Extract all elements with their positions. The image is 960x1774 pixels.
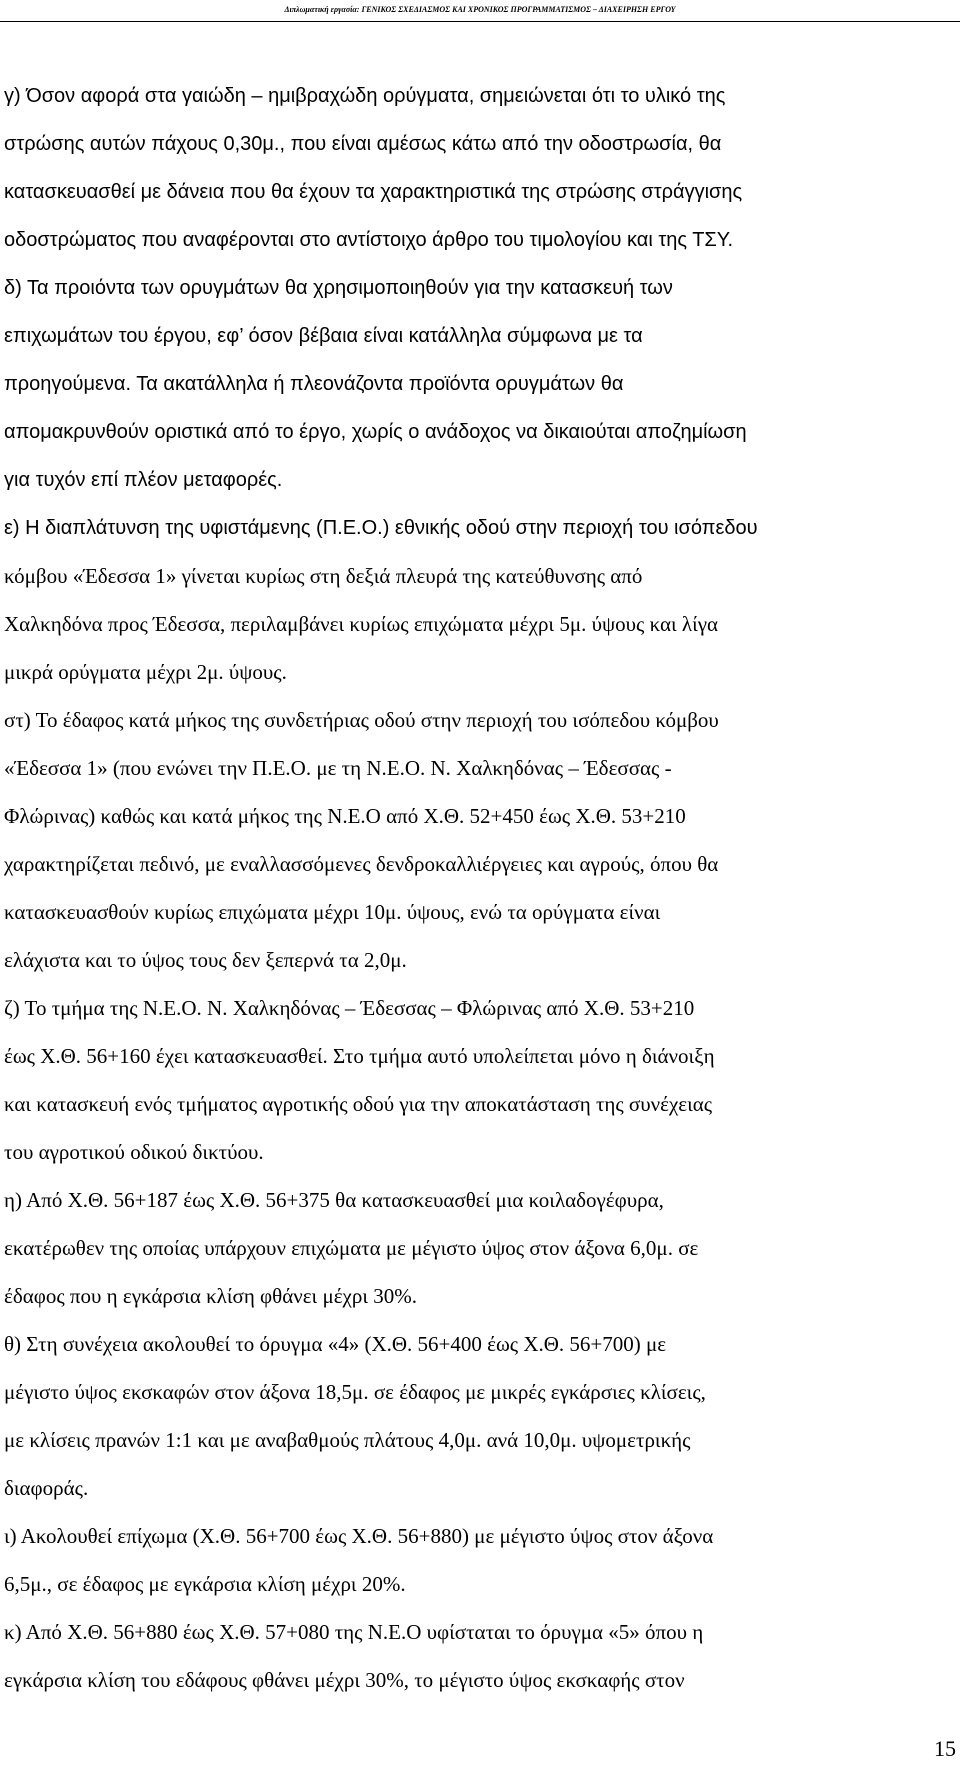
running-header: Διπλωματική εργασία: ΓΕΝΙΚΟΣ ΣΧΕΔΙΑΣΜΟΣ ΚΑΙ ΧΡΟΝΙΚΟΣ ΠΡΟΓΡΑΜΜΑΤΙΣΜΟΣ – ΔΙΑΧΕΙΡΗΣΗ ΕΡΓΟΥ [284, 5, 676, 14]
text-line: θ) Στη συνέχεια ακολουθεί το όρυγμα «4» (Χ.Θ. 56+400 έως Χ.Θ. 56+700) με [4, 1332, 667, 1356]
text-line: απομακρυνθούν οριστικά από το έργο, χωρίς ο ανάδοχος να δικαιούται αποζημίωση [4, 421, 747, 443]
text-line: και κατασκευή ενός τμήματος αγροτικής οδού για την αποκατάσταση της συνέχειας [4, 1092, 713, 1116]
text-line: έως Χ.Θ. 56+160 έχει κατασκευασθεί. Στο τμήμα αυτό υπολείπεται μόνο η διάνοιξη [4, 1044, 715, 1068]
text-line: κατασκευασθούν κυρίως επιχώματα μέχρι 10μ. ύψους, ενώ τα ορύγματα είναι [4, 900, 661, 924]
text-line: χαρακτηρίζεται πεδινό, με εναλλασσόμενες δενδροκαλλιέργειες και αγρούς, όπου θα [4, 852, 719, 876]
text-line: έδαφος που η εγκάρσια κλίση φθάνει μέχρι 30%. [4, 1284, 417, 1308]
text-line: κόμβου «Έδεσσα 1» γίνεται κυρίως στη δεξιά πλευρά της κατεύθυνσης από [4, 564, 643, 588]
text-line: Φλώρινας) καθώς και κατά μήκος της Ν.Ε.Ο από Χ.Θ. 52+450 έως Χ.Θ. 53+210 [4, 804, 686, 828]
text-line: Χαλκηδόνα προς Έδεσσα, περιλαμβάνει κυρίως επιχώματα μέχρι 5μ. ύψους και λίγα [4, 612, 718, 636]
text-line: για τυχόν επί πλέον μεταφορές. [4, 469, 283, 491]
page-number: 15 [934, 1736, 956, 1761]
text-line: εγκάρσια κλίση του εδάφους φθάνει μέχρι 30%, το μέγιστο ύψος εκσκαφής στον [4, 1668, 685, 1692]
text-line: στρώσης αυτών πάχους 0,30μ., που είναι αμέσως κάτω από την οδοστρωσία, θα [4, 133, 722, 155]
text-line: ε) Η διαπλάτυνση της υφιστάμενης (Π.Ε.Ο.) εθνικής οδού στην περιοχή του ισόπεδου [4, 517, 758, 539]
text-line: του αγροτικού οδικού δικτύου. [4, 1140, 264, 1164]
text-line: διαφοράς. [4, 1476, 89, 1500]
text-line: 6,5μ., σε έδαφος με εγκάρσια κλίση μέχρι 20%. [4, 1572, 406, 1596]
text-line: «Έδεσσα 1» (που ενώνει την Π.Ε.Ο. με τη Ν.Ε.Ο. Ν. Χαλκηδόνας – Έδεσσας - [4, 756, 672, 780]
text-line: ι) Ακολουθεί επίχωμα (Χ.Θ. 56+700 έως Χ.Θ. 56+880) με μέγιστο ύψος στον άξονα [4, 1524, 714, 1548]
text-line: η) Από Χ.Θ. 56+187 έως Χ.Θ. 56+375 θα κατασκευασθεί μια κοιλαδογέφυρα, [4, 1188, 664, 1212]
header-divider [0, 21, 960, 22]
text-line: προηγούμενα. Τα ακατάλληλα ή πλεονάζοντα προϊόντα ορυγμάτων θα [4, 373, 624, 395]
text-line: επιχωμάτων του έργου, εφ’ όσον βέβαια είναι κατάλληλα σύμφωνα με τα [4, 325, 643, 347]
text-line: δ) Τα προιόντα των ορυγμάτων θα χρησιμοποιηθούν για την κατασκευή των [4, 277, 673, 299]
document-body [4, 72, 940, 1704]
text-line: στ) Το έδαφος κατά μήκος της συνδετήριας οδού στην περιοχή του ισόπεδου κόμβου [4, 708, 719, 732]
text-line: με κλίσεις πρανών 1:1 και με αναβαθμούς πλάτους 4,0μ. ανά 10,0μ. υψομετρικής [4, 1428, 691, 1452]
text-line: οδοστρώματος που αναφέρονται στο αντίστοιχο άρθρο του τιμολογίου και της ΤΣΥ. [4, 229, 734, 251]
text-line: ζ) Το τμήμα της Ν.Ε.Ο. Ν. Χαλκηδόνας – Έδεσσας – Φλώρινας από Χ.Θ. 53+210 [4, 996, 695, 1020]
text-line: ελάχιστα και το ύψος τους δεν ξεπερνά τα 2,0μ. [4, 948, 407, 972]
text-line: μέγιστο ύψος εκσκαφών στον άξονα 18,5μ. σε έδαφος με μικρές εγκάρσιες κλίσεις, [4, 1380, 706, 1404]
text-line: κατασκευασθεί με δάνεια που θα έχουν τα χαρακτηριστικά της στρώσης στράγγισης [4, 181, 743, 203]
text-line: κ) Από Χ.Θ. 56+880 έως Χ.Θ. 57+080 της Ν.Ε.Ο υφίσταται το όρυγμα «5» όπου η [4, 1620, 704, 1644]
text-line: γ) Όσον αφορά στα γαιώδη – ημιβραχώδη ορύγματα, σημειώνεται ότι το υλικό της [4, 85, 726, 107]
text-line: εκατέρωθεν της οποίας υπάρχουν επιχώματα με μέγιστο ύψος στον άξονα 6,0μ. σε [4, 1236, 699, 1260]
text-line: μικρά ορύγματα μέχρι 2μ. ύψους. [4, 660, 287, 684]
